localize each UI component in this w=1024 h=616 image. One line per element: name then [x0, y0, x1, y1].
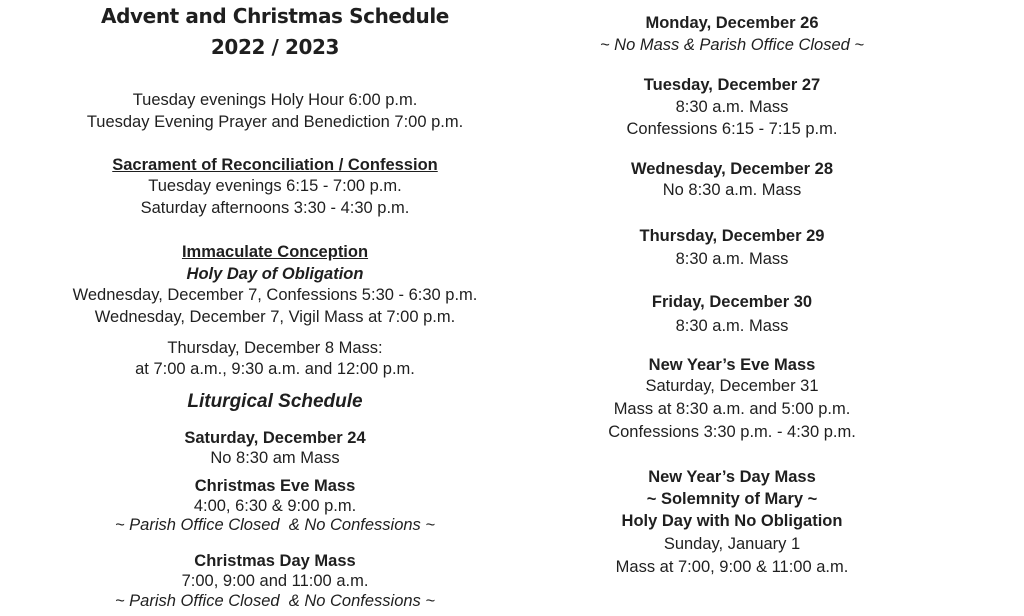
title-line-2: 2022 / 2023	[210, 35, 340, 59]
confession-tuesday: Tuesday evenings 6:15 - 7:00 p.m.	[148, 177, 402, 195]
immaculate-confessions: Wednesday, December 7, Confessions 5:30 - 6:30 p.m.	[72, 286, 478, 304]
dec24-heading: Saturday, December 24	[184, 429, 366, 447]
new-years-eve-date: Saturday, December 31	[645, 377, 819, 395]
dec28-note: No 8:30 a.m. Mass	[662, 181, 802, 199]
dec26-note: ~ No Mass & Parish Office Closed ~	[599, 36, 865, 54]
dec30-heading: Friday, December 30	[651, 293, 813, 311]
christmas-eve-note: ~ Parish Office Closed & No Confessions ~	[114, 516, 436, 534]
immaculate-vigil: Wednesday, December 7, Vigil Mass at 7:00 p.m.	[94, 308, 456, 326]
new-years-day-obligation: Holy Day with No Obligation	[621, 512, 843, 530]
new-years-day-date: Sunday, January 1	[663, 535, 801, 553]
christmas-day-heading: Christmas Day Mass	[194, 552, 356, 570]
new-years-day-heading: New Year’s Day Mass	[648, 468, 816, 486]
immaculate-thursday: Thursday, December 8 Mass:	[167, 339, 383, 357]
confession-saturday: Saturday afternoons 3:30 - 4:30 p.m.	[140, 199, 410, 217]
christmas-eve-heading: Christmas Eve Mass	[194, 477, 356, 495]
dec27-mass: 8:30 a.m. Mass	[675, 98, 789, 116]
dec24-note: No 8:30 am Mass	[210, 449, 340, 467]
liturgical-heading: Liturgical Schedule	[187, 391, 363, 412]
dec29-mass: 8:30 a.m. Mass	[675, 250, 789, 268]
evening-prayer-text: Tuesday Evening Prayer and Benediction 7:00 p.m.	[86, 113, 464, 131]
new-years-eve-heading: New Year’s Eve Mass	[648, 356, 816, 374]
dec29-heading: Thursday, December 29	[639, 227, 825, 245]
dec27-heading: Tuesday, December 27	[643, 76, 821, 94]
dec26-heading: Monday, December 26	[645, 14, 819, 32]
new-years-day-masses: Mass at 7:00, 9:00 & 11:00 a.m.	[615, 558, 849, 576]
title-line-1: Advent and Christmas Schedule	[101, 4, 449, 28]
christmas-day-note: ~ Parish Office Closed & No Confessions ~	[114, 592, 436, 610]
immaculate-subheading: Holy Day of Obligation	[186, 265, 364, 283]
immaculate-heading: Immaculate Conception	[181, 243, 369, 261]
dec28-heading: Wednesday, December 28	[630, 160, 834, 178]
new-years-eve-masses: Mass at 8:30 a.m. and 5:00 p.m.	[613, 400, 851, 418]
new-years-day-solemnity: ~ Solemnity of Mary ~	[646, 490, 818, 508]
new-years-eve-confessions: Confessions 3:30 p.m. - 4:30 p.m.	[608, 423, 856, 441]
dec30-mass: 8:30 a.m. Mass	[675, 317, 789, 335]
christmas-day-times: 7:00, 9:00 and 11:00 a.m.	[181, 572, 369, 590]
dec27-confessions: Confessions 6:15 - 7:15 p.m.	[626, 120, 838, 138]
holy-hour-text: Tuesday evenings Holy Hour 6:00 p.m.	[132, 91, 418, 109]
immaculate-times: at 7:00 a.m., 9:30 a.m. and 12:00 p.m.	[135, 360, 415, 378]
christmas-eve-times: 4:00, 6:30 & 9:00 p.m.	[193, 497, 357, 515]
confession-heading: Sacrament of Reconciliation / Confession	[112, 156, 438, 174]
